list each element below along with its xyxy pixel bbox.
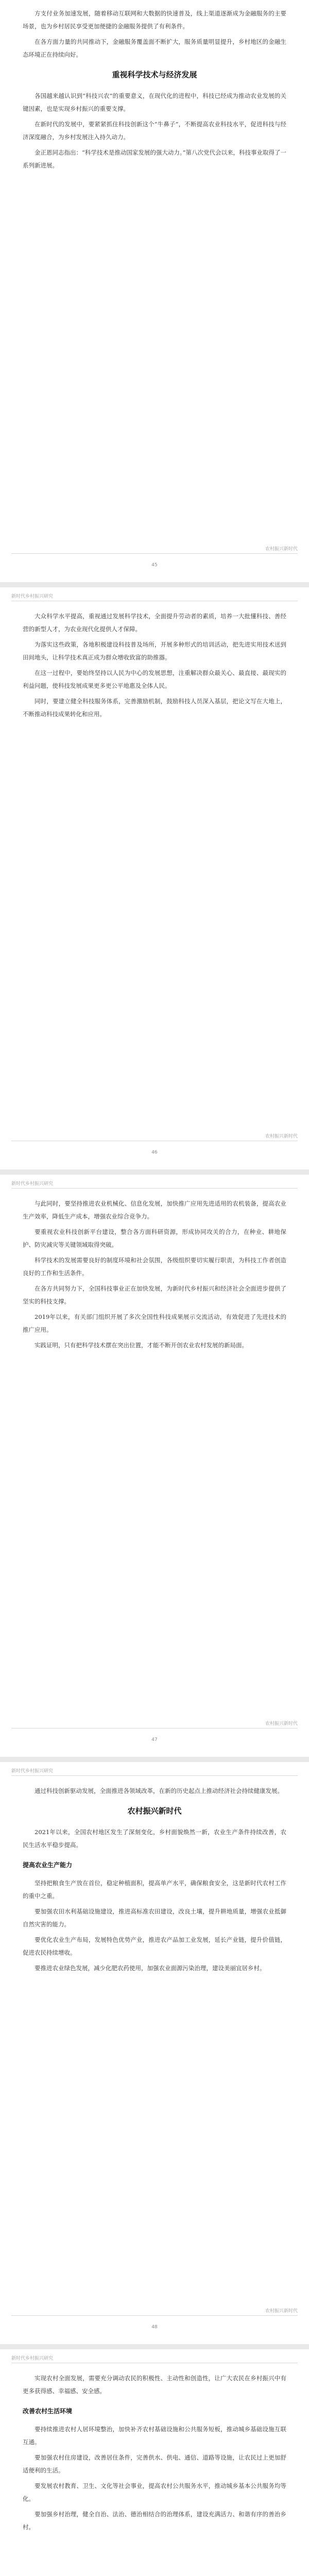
- page-body: [23, 2372, 286, 2536]
- page-body: [23, 1197, 286, 1354]
- paragraph: 各国越来越认识到“科技兴农”的重要意义，在现代化的进程中，科技已经成为推动农业发展的关键因素，也是实现乡村振兴的重要支撑。: [23, 92, 286, 112]
- page-tag: 农村振兴新时代: [265, 1134, 298, 1139]
- page-2: [0, 587, 309, 1170]
- paragraph: 与此同时，要坚持推进农业机械化、信息化发展，加快推广应用先进适用的农机装备，提高农业生产效率，降低生产成本，增强农业综合竞争力。: [23, 1200, 286, 1220]
- paragraph: 实践证明，只有把科学技术摆在突出位置，才能不断开创农业农村发展的新局面。: [35, 1342, 248, 1349]
- header-rule: [11, 1775, 298, 1776]
- footer-rule: [11, 553, 298, 554]
- page-separator: [0, 2344, 309, 2349]
- paragraph: 在各方共同努力下，全国科技事业正在加快发展，为新时代乡村振兴和经济社会全面进步提供了坚实的科技支撑。: [23, 1285, 286, 1305]
- subsection-title: 提高农业生产能力: [23, 1861, 73, 1869]
- paragraph: 通过科技创新驱动发展，全面推进各领域改革，在新的历史起点上推动经济社会持续健康发展。: [35, 1787, 283, 1794]
- page-number: 47: [151, 1737, 158, 1742]
- paragraph: 大众科学水平提高，重视通过发展科学技术，全面提升劳动者的素质，培养一大批懂科技、善经营的新型人才，为农业现代化提供人才保障。: [23, 613, 286, 633]
- page-3: [0, 1175, 309, 1757]
- page-5: [0, 2349, 309, 2576]
- paragraph: 要发展农村教育、卫生、文化等社会事业，提高农村公共服务水平，推动城乡基本公共服务均等化。: [23, 2482, 286, 2502]
- page-tag: 农村振兴新时代: [265, 2309, 298, 2314]
- paragraph: 2019年以来，有关部门组织开展了多次全国性科技成果展示交流活动，有效促进了先进技术的推广应用。: [23, 1313, 286, 1333]
- page-tag: 农村振兴新时代: [265, 547, 298, 552]
- page-separator: [0, 582, 309, 587]
- running-header: 新时代乡村振兴研究: [11, 594, 54, 599]
- page-4: [0, 1762, 309, 2344]
- running-header: 新时代乡村振兴研究: [11, 1769, 54, 1774]
- paragraph: 要重视农业科技创新平台建设，整合各方面科研资源，形成协同攻关的合力，在种业、耕地保护、防灾减灾等关键领域取得突破。: [23, 1228, 286, 1248]
- paragraph: 要持续推进农村人居环境整治，加快补齐农村基础设施和公共服务短板，推动城乡基础设施互联互通。: [23, 2426, 286, 2446]
- paragraph: 方支付业务加速发展，随着移动互联网和大数据的快速普及，线上渠道逐渐成为金融服务的主要场景，也为乡村居民享受更加便捷的金融服务提供了有利条件。: [23, 10, 286, 30]
- paragraph: 2021年以来，全国农村地区发生了深刻变化，乡村面貌焕然一新，农业生产条件持续改善，农民生活水平稳步提高。: [23, 1828, 286, 1849]
- page-tag: 农村振兴新时代: [265, 1721, 298, 1726]
- running-header: 新时代乡村振兴研究: [11, 1181, 54, 1187]
- paragraph: 要推进农业绿色发展，减少化肥农药使用，加强农业面源污染治理，建设美丽宜居乡村。: [35, 1964, 266, 1972]
- page-body: [23, 7, 286, 175]
- running-header: 新时代乡村振兴研究: [11, 2356, 54, 2361]
- paragraph: 为落实这些政策，各地积极建设科技普及场所，开展多种形式的培训活动，把先进实用技术送到田间地头，让科学技术真正成为群众增收致富的助推器。: [23, 641, 286, 661]
- section-title: 重视科学技术与经济发展: [112, 70, 197, 79]
- paragraph: 要优化农业生产布局，发展特色优势产业，推进农产品加工业发展，延长产业链，提升价值链，促进农民持续增收。: [23, 1936, 286, 1956]
- paragraph: 要加强乡村治理，健全自治、法治、德治相结合的治理体系，建设充满活力、和谐有序的善治乡村。: [23, 2511, 286, 2531]
- page-number: 45: [151, 563, 158, 568]
- section-title: 农村振兴新时代: [127, 1806, 182, 1816]
- paragraph: 实现农村全面发展，需要充分调动农民的积极性、主动性和创造性，让广大农民在乡村振兴中有更多获得感、幸福感、安全感。: [23, 2375, 286, 2395]
- header-rule: [11, 1188, 298, 1189]
- page-body: [23, 1785, 286, 1977]
- paragraph: 要加强农田水利基础设施建设，推进高标准农田建设，改良土壤，提升耕地质量，增强农业抵御自然灾害的能力。: [23, 1908, 286, 1928]
- paragraph: 金正恩同志指出：“科学技术是推动国家发展的强大动力。”第八次党代会以来，科技事业取得了一系列新进展。: [23, 149, 287, 169]
- page-1: [0, 0, 309, 582]
- page-separator: [0, 1170, 309, 1175]
- subsection-title: 改善农村生活环境: [23, 2408, 73, 2415]
- footer-rule: [11, 2315, 298, 2316]
- paragraph: 同时，要建立健全科技服务体系，完善激励机制，鼓励科技人员深入基层，把论文写在大地上，不断推动科技成果转化和应用。: [23, 698, 286, 718]
- page-separator: [0, 1757, 309, 1762]
- paragraph: 在新时代的发展中，要紧紧抓住科技创新这个“牛鼻子”，不断提高农业科技水平，促进科技与经济深度融合，为乡村发展注入持久动力。: [23, 121, 286, 141]
- paragraph: 在各方面力量的共同推动下，金融服务覆盖面不断扩大，服务质量明显提升，乡村地区的金融生态环境正在持续向好。: [23, 38, 286, 58]
- paragraph: 要加强农村住房建设，改善居住条件，完善供水、供电、通信、道路等设施，让农民过上更加舒适便利的生活。: [23, 2454, 286, 2474]
- page-number: 46: [151, 1150, 158, 1155]
- page-body: [23, 610, 286, 723]
- paragraph: 在这一过程中，要始终坚持以人民为中心的发展思想，注重解决群众最关心、最直接、最现实的利益问题，使科技发展成果更多更公平地惠及全体人民。: [23, 669, 286, 689]
- paragraph: 科学技术的发展需要良好的制度环境和社会氛围，各级组织要切实履行职责，为科技工作者创造良好的工作和生活条件。: [23, 1257, 286, 1277]
- page-number: 48: [151, 2325, 158, 2330]
- paragraph: 坚持把粮食生产放在首位，稳定种植面积，提高单产水平，确保粮食安全，这是新时代农村工作的重中之重。: [23, 1879, 286, 1900]
